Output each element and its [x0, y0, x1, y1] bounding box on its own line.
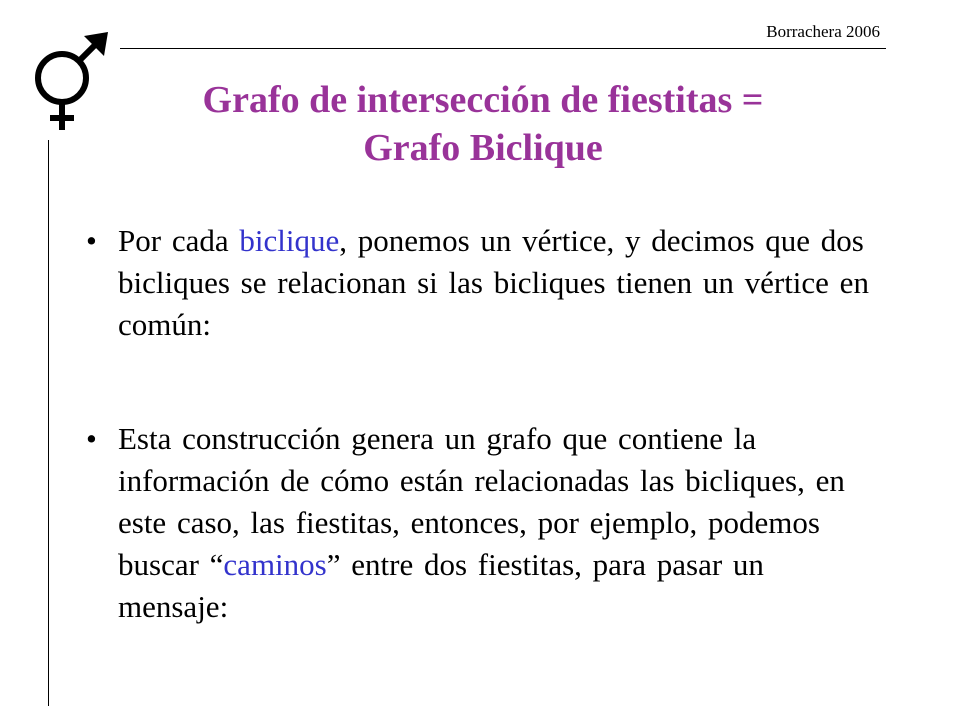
title-line-1: Grafo de intersección de fiestitas = — [202, 79, 764, 121]
bullet-1-text-after: , ponemos un vértice, y decimos que dos bicliques se relacionan si las bicliques tienen un vértice en común: — [118, 223, 869, 342]
title-line-2: Grafo Biclique — [363, 127, 603, 169]
header-rule — [120, 48, 886, 49]
bullet-list — [80, 220, 880, 628]
author-year: Borrachera 2006 — [766, 22, 880, 41]
bullet-dot-icon: • — [86, 223, 97, 258]
male-female-symbol-icon — [26, 30, 110, 136]
bullet-1-text-before: Por cada — [118, 223, 240, 258]
bullet-2-text-before: Esta construcción genera un grafo que contiene la información de cómo están relacionadas las bicliques, en este caso, las fiestitas, entonces, por ejemplo, podemos buscar “ — [118, 421, 845, 582]
slide-title — [130, 76, 836, 172]
bullet-item-2 — [80, 418, 880, 628]
bullet-2-highlight: caminos — [223, 547, 327, 582]
left-rule — [48, 140, 49, 706]
bullet-2-text-after: ” entre dos fiestitas, para pasar un mensaje: — [118, 547, 764, 624]
bullet-1-highlight: biclique — [239, 223, 340, 258]
bullet-item-1 — [80, 220, 880, 346]
bullet-dot-icon: • — [86, 421, 97, 456]
